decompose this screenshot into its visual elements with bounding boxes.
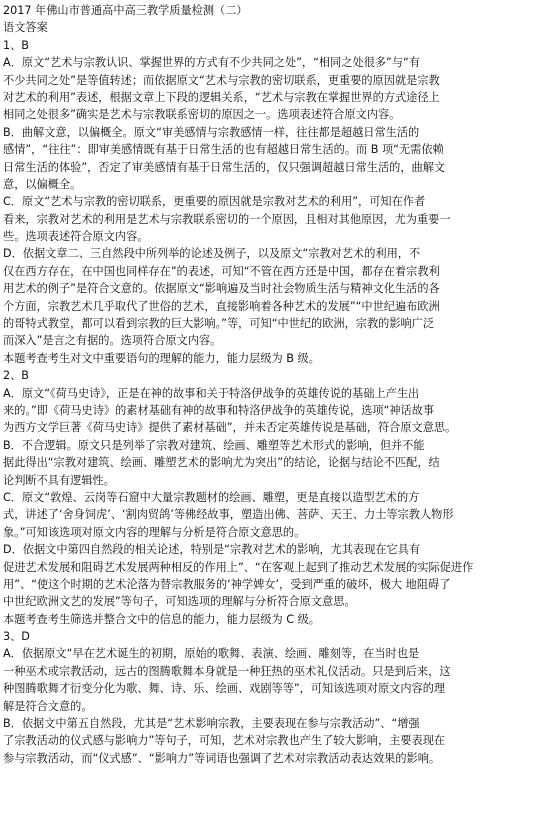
- text-line: 仅在西方存在，在中国也同样存在”的表述，可知“不管在西方还是中国，都存在着宗教利: [3, 264, 440, 278]
- doc-title: 2017 年佛山市普通高中高三教学质量检测（二）: [3, 4, 248, 17]
- question-number: 2、B: [3, 369, 29, 383]
- doc-subtitle: 语文答案: [3, 21, 48, 35]
- text-line: 式，讲述了‘舍身饲虎’、‘割肉贸鸽’等佛经故事，塑造出佛、菩萨、天王、力士等宗教人物形: [3, 508, 454, 522]
- text-line: B．依据文中第五自然段，尤其是“艺术影响宗教，主要表现在参与宗教活动”、“增强: [3, 717, 420, 731]
- text-line: 而深入”是言之有据的。选项符合原文内容。: [3, 334, 222, 348]
- text-line: 意，以偏概全。: [3, 177, 82, 191]
- text-line: 论判断不具有逻辑性。: [3, 473, 115, 487]
- text-line: 据此得出“宗教对建筑、绘画、雕塑艺术的影响尤为突出”的结论，论据与结论不匹配，结: [3, 456, 440, 470]
- text-line: 对艺术的利用”表述，根据文章上下段的逻辑关系，“艺术与宗教在掌握世界的方式途径上: [3, 90, 440, 104]
- ability-note: 本题考查考生对文中重要语句的理解的能力，能力层级为 B 级。: [3, 351, 320, 365]
- text-line: 为西方文学巨著《荷马史诗》提供了素材基础”，并未否定英雄传说是基础，符合原文意思。: [3, 421, 457, 435]
- text-line: 象。”可知该选项对原文内容的理解与分析是符合原文意思的。: [3, 525, 306, 539]
- text-line: A．原文“艺术与宗教认识、掌握世界的方式有不少共同之处”，“相同之处很多”与“有: [3, 56, 421, 70]
- text-line: 来的。”即《荷马史诗》的素材基础有神的故事和特洛伊战争的英雄传说，选项“神话故事: [3, 403, 435, 417]
- text-line: B．曲解文意，以偏概全。原文“审美感情与宗教感情一样，往往都是超越日常生活的: [3, 125, 420, 139]
- text-line: C．原文“艺术与宗教的密切联系，更重要的原因就是宗教对艺术的利用”，可知在作者: [3, 195, 426, 209]
- text-line: 解是符合文意的。: [3, 699, 93, 713]
- text-line: 种图腾歌舞才衍变分化为歌、舞、诗、乐、绘画、戏剧等等”，可知该选项对原文内容的理: [3, 682, 446, 696]
- text-line: 的哥特式教堂，都可以看到宗教的巨大影响。”等，可知“中世纪的欧洲，宗教的影响广泛: [3, 317, 435, 331]
- text-line: D．依据文章二、三自然段中所列举的论述及例子，以及原文“宗教对艺术的利用，不: [3, 247, 421, 261]
- text-line: 促进艺术发展和阻碍艺术发展两种相反的作用上”、“在客观上起到了推动艺术发展的实际促进作: [3, 560, 474, 574]
- text-line: A．原文“《荷马史诗》，正是在神的故事和关于特洛伊战争的英雄传说的基础上产生出: [3, 386, 420, 400]
- text-line: B．不合逻辑。原文只是列举了宗教对建筑、绘画、雕塑等艺术形式的影响，但并不能: [3, 438, 425, 452]
- question-number: 1、B: [3, 38, 29, 52]
- text-line: D．依据文中第四自然段的相关论述，特别是“宗教对艺术的影响，尤其表现在它具有: [3, 543, 421, 557]
- text-line: 个方面，宗教艺术几乎取代了世俗的艺术，直接影响着各种艺术的发展”“中世纪遍布欧洲: [3, 299, 440, 313]
- text-line: 中世纪欧洲文艺的发展”等句子，可知选项的理解与分析符合原文意思。: [3, 595, 356, 609]
- text-line: 看来，宗教对艺术的利用是艺术与宗教联系密切的一个原因，且相对其他原因，尤为重要一: [3, 212, 451, 226]
- question-number: 3、D: [3, 630, 30, 644]
- text-line: 相同之处很多”确实是艺术与宗教联系密切的原因之一。选项表述符合原文内容。: [3, 108, 401, 122]
- text-line: 不少共同之处”是等值转述；而依据原文“艺术与宗教的密切联系，更重要的原因就是宗教: [3, 73, 440, 87]
- text-line: 参与宗教活动，而“仪式感”、“影响力”等词语也强调了艺术对宗教活动表达效果的影响。: [3, 751, 441, 765]
- text-line: 些。选项表述符合原文内容。: [3, 230, 149, 244]
- text-line: 一种巫术或宗教活动，远古的图腾歌舞本身就是一种狂热的巫术礼仪活动。只是到后来，这: [3, 664, 451, 678]
- text-line: 用艺术的例子”是符合文意的。依据原文“影响遍及当时社会物质生活与精神文化生活的各: [3, 282, 440, 296]
- text-line: A．依据原文“早在艺术诞生的初期，原始的歌舞、表演、绘画、雕刻等，在当时也是: [3, 647, 420, 661]
- ability-note: 本题考查考生筛选并整合文中的信息的能力，能力层级为 C 级。: [3, 612, 320, 626]
- text-line: 了宗教活动的仪式感与影响力”等句子，可知，艺术对宗教也产生了较大影响，主要表现在: [3, 734, 446, 748]
- text-line: 用”、“使这个时期的艺术沦落为替宗教服务的‘神学婢女’，受到严重的破坏，极大 地阻碍了: [3, 577, 451, 591]
- text-line: 感情”，“往往”：即审美感情既有基于日常生活的也有超越日常生活的。而 B 项“无需依赖: [3, 143, 444, 157]
- text-line: C．原文“敦煌、云岗等石窟中大量宗教题材的绘画、雕塑，更是直接以造型艺术的方: [3, 490, 420, 504]
- text-line: 日常生活的体验”，否定了审美感情有基于日常生活的，仅只强调超越日常生活的，曲解文: [3, 160, 446, 174]
